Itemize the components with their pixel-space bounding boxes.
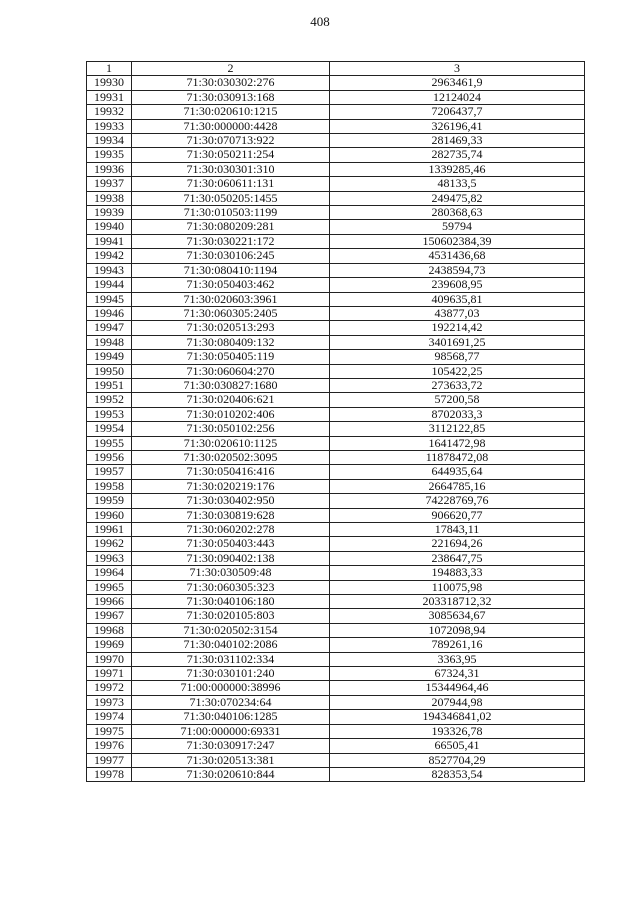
header-row <box>87 62 585 76</box>
table-row <box>87 753 585 767</box>
cadastral-number-cell: 71:30:020105:803 <box>132 609 330 623</box>
cadastral-number-cell: 71:30:060604:270 <box>132 364 330 378</box>
row-number-cell: 19944 <box>87 278 132 292</box>
cadastral-number-cell: 71:30:050211:254 <box>132 148 330 162</box>
value-cell: 57200,58 <box>330 393 585 407</box>
table-row <box>87 234 585 248</box>
table-row <box>87 407 585 421</box>
row-number-cell: 19975 <box>87 724 132 738</box>
cadastral-number-cell: 71:30:060202:278 <box>132 523 330 537</box>
table-row <box>87 177 585 191</box>
cadastral-number-cell: 71:30:030106:245 <box>132 249 330 263</box>
row-number-cell: 19935 <box>87 148 132 162</box>
cadastral-number-cell: 71:30:020513:381 <box>132 753 330 767</box>
cadastral-number-cell: 71:30:030402:950 <box>132 494 330 508</box>
table-row <box>87 537 585 551</box>
cadastral-number-cell: 71:30:030819:628 <box>132 508 330 522</box>
row-number-cell: 19942 <box>87 249 132 263</box>
row-number-cell: 19974 <box>87 710 132 724</box>
cadastral-number-cell: 71:30:030302:276 <box>132 76 330 90</box>
cadastral-number-cell: 71:30:031102:334 <box>132 652 330 666</box>
row-number-cell: 19939 <box>87 206 132 220</box>
registry-table <box>86 61 585 782</box>
cadastral-number-cell: 71:00:000000:69331 <box>132 724 330 738</box>
row-number-cell: 19961 <box>87 523 132 537</box>
value-cell: 238647,75 <box>330 551 585 565</box>
table-row <box>87 162 585 176</box>
value-cell: 3363,95 <box>330 652 585 666</box>
table-row <box>87 148 585 162</box>
value-cell: 828353,54 <box>330 767 585 781</box>
value-cell: 789261,16 <box>330 638 585 652</box>
row-number-cell: 19973 <box>87 695 132 709</box>
row-number-cell: 19949 <box>87 350 132 364</box>
table-row <box>87 739 585 753</box>
value-cell: 105422,25 <box>330 364 585 378</box>
value-cell: 239608,95 <box>330 278 585 292</box>
row-number-cell: 19950 <box>87 364 132 378</box>
cadastral-number-cell: 71:30:020219:176 <box>132 479 330 493</box>
cadastral-number-cell: 71:30:090402:138 <box>132 551 330 565</box>
row-number-cell: 19946 <box>87 306 132 320</box>
row-number-cell: 19959 <box>87 494 132 508</box>
value-cell: 2438594,73 <box>330 263 585 277</box>
table-row <box>87 350 585 364</box>
table-row <box>87 263 585 277</box>
value-cell: 8702033,3 <box>330 407 585 421</box>
cadastral-number-cell: 71:30:050403:443 <box>132 537 330 551</box>
value-cell: 1339285,46 <box>330 162 585 176</box>
value-cell: 193326,78 <box>330 724 585 738</box>
row-number-cell: 19969 <box>87 638 132 652</box>
cadastral-number-cell: 71:30:040106:180 <box>132 595 330 609</box>
table-row <box>87 306 585 320</box>
cadastral-number-cell: 71:30:020610:844 <box>132 767 330 781</box>
cadastral-number-cell: 71:30:030221:172 <box>132 234 330 248</box>
table-row <box>87 681 585 695</box>
value-cell: 1072098,94 <box>330 623 585 637</box>
table-row <box>87 494 585 508</box>
table-row <box>87 249 585 263</box>
cadastral-number-cell: 71:30:080409:132 <box>132 335 330 349</box>
value-cell: 98568,77 <box>330 350 585 364</box>
cadastral-number-cell: 71:30:050102:256 <box>132 422 330 436</box>
cadastral-number-cell: 71:30:040106:1285 <box>132 710 330 724</box>
cadastral-number-cell: 71:30:030913:168 <box>132 90 330 104</box>
row-number-cell: 19952 <box>87 393 132 407</box>
value-cell: 280368,63 <box>330 206 585 220</box>
value-cell: 906620,77 <box>330 508 585 522</box>
cadastral-number-cell: 71:00:000000:38996 <box>132 681 330 695</box>
value-cell: 194346841,02 <box>330 710 585 724</box>
table-row <box>87 767 585 781</box>
table-row <box>87 479 585 493</box>
row-number-cell: 19934 <box>87 134 132 148</box>
table-row <box>87 551 585 565</box>
table-row <box>87 206 585 220</box>
cadastral-number-cell: 71:30:040102:2086 <box>132 638 330 652</box>
value-cell: 12124024 <box>330 90 585 104</box>
table-row <box>87 638 585 652</box>
row-number-cell: 19972 <box>87 681 132 695</box>
row-number-cell: 19960 <box>87 508 132 522</box>
value-cell: 409635,81 <box>330 292 585 306</box>
value-cell: 48133,5 <box>330 177 585 191</box>
cadastral-number-cell: 71:30:020603:3961 <box>132 292 330 306</box>
table-row <box>87 119 585 133</box>
cadastral-number-cell: 71:30:020610:1125 <box>132 436 330 450</box>
table-row <box>87 710 585 724</box>
table-row <box>87 566 585 580</box>
value-cell: 15344964,46 <box>330 681 585 695</box>
row-number-cell: 19968 <box>87 623 132 637</box>
value-cell: 4531436,68 <box>330 249 585 263</box>
value-cell: 8527704,29 <box>330 753 585 767</box>
page-number: 408 <box>310 14 330 29</box>
value-cell: 17843,11 <box>330 523 585 537</box>
value-cell: 194883,33 <box>330 566 585 580</box>
row-number-cell: 19956 <box>87 450 132 464</box>
table-row <box>87 278 585 292</box>
value-cell: 221694,26 <box>330 537 585 551</box>
row-number-cell: 19955 <box>87 436 132 450</box>
row-number-cell: 19943 <box>87 263 132 277</box>
cadastral-number-cell: 71:30:030509:48 <box>132 566 330 580</box>
row-number-cell: 19977 <box>87 753 132 767</box>
row-number-cell: 19963 <box>87 551 132 565</box>
cadastral-number-cell: 71:30:020502:3154 <box>132 623 330 637</box>
cadastral-number-cell: 71:30:010503:1199 <box>132 206 330 220</box>
value-cell: 11878472,08 <box>330 450 585 464</box>
cadastral-number-cell: 71:30:010202:406 <box>132 407 330 421</box>
table-row <box>87 335 585 349</box>
table-row <box>87 105 585 119</box>
table-row <box>87 321 585 335</box>
table-row <box>87 609 585 623</box>
table-body <box>87 76 585 782</box>
row-number-cell: 19964 <box>87 566 132 580</box>
row-number-cell: 19930 <box>87 76 132 90</box>
row-number-cell: 19978 <box>87 767 132 781</box>
value-cell: 150602384,39 <box>330 234 585 248</box>
value-cell: 273633,72 <box>330 378 585 392</box>
cadastral-number-cell: 71:30:030827:1680 <box>132 378 330 392</box>
table-row <box>87 134 585 148</box>
table-row <box>87 465 585 479</box>
cadastral-number-cell: 71:30:030101:240 <box>132 667 330 681</box>
value-cell: 207944,98 <box>330 695 585 709</box>
value-cell: 3085634,67 <box>330 609 585 623</box>
table-row <box>87 724 585 738</box>
cadastral-number-cell: 71:30:070234:64 <box>132 695 330 709</box>
table-row <box>87 378 585 392</box>
row-number-cell: 19954 <box>87 422 132 436</box>
column-header-number: 1 <box>87 62 132 76</box>
table-header <box>87 62 585 76</box>
value-cell: 7206437,7 <box>330 105 585 119</box>
value-cell: 203318712,32 <box>330 595 585 609</box>
row-number-cell: 19957 <box>87 465 132 479</box>
value-cell: 282735,74 <box>330 148 585 162</box>
value-cell: 110075,98 <box>330 580 585 594</box>
value-cell: 2664785,16 <box>330 479 585 493</box>
table-row <box>87 76 585 90</box>
row-number-cell: 19936 <box>87 162 132 176</box>
value-cell: 644935,64 <box>330 465 585 479</box>
value-cell: 1641472,98 <box>330 436 585 450</box>
value-cell: 3401691,25 <box>330 335 585 349</box>
value-cell: 2963461,9 <box>330 76 585 90</box>
cadastral-number-cell: 71:30:000000:4428 <box>132 119 330 133</box>
table-row <box>87 220 585 234</box>
value-cell: 59794 <box>330 220 585 234</box>
table-row <box>87 508 585 522</box>
cadastral-number-cell: 71:30:020406:621 <box>132 393 330 407</box>
cadastral-number-cell: 71:30:060611:131 <box>132 177 330 191</box>
table-row <box>87 393 585 407</box>
row-number-cell: 19933 <box>87 119 132 133</box>
value-cell: 66505,41 <box>330 739 585 753</box>
row-number-cell: 19971 <box>87 667 132 681</box>
table-row <box>87 436 585 450</box>
row-number-cell: 19945 <box>87 292 132 306</box>
table-row <box>87 667 585 681</box>
cadastral-number-cell: 71:30:020513:293 <box>132 321 330 335</box>
row-number-cell: 19976 <box>87 739 132 753</box>
cadastral-number-cell: 71:30:070713:922 <box>132 134 330 148</box>
row-number-cell: 19958 <box>87 479 132 493</box>
row-number-cell: 19951 <box>87 378 132 392</box>
cadastral-number-cell: 71:30:050403:462 <box>132 278 330 292</box>
table-row <box>87 623 585 637</box>
table-row <box>87 652 585 666</box>
value-cell: 249475,82 <box>330 191 585 205</box>
table-row <box>87 422 585 436</box>
cadastral-number-cell: 71:30:060305:323 <box>132 580 330 594</box>
row-number-cell: 19938 <box>87 191 132 205</box>
cadastral-number-cell: 71:30:080410:1194 <box>132 263 330 277</box>
cadastral-number-cell: 71:30:080209:281 <box>132 220 330 234</box>
value-cell: 43877,03 <box>330 306 585 320</box>
cadastral-number-cell: 71:30:030301:310 <box>132 162 330 176</box>
column-header-cadastral-number: 2 <box>132 62 330 76</box>
row-number-cell: 19962 <box>87 537 132 551</box>
table-row <box>87 695 585 709</box>
row-number-cell: 19941 <box>87 234 132 248</box>
cadastral-number-cell: 71:30:050416:416 <box>132 465 330 479</box>
cadastral-number-cell: 71:30:050205:1455 <box>132 191 330 205</box>
row-number-cell: 19967 <box>87 609 132 623</box>
cadastral-number-cell: 71:30:060305:2405 <box>132 306 330 320</box>
row-number-cell: 19948 <box>87 335 132 349</box>
table-row <box>87 595 585 609</box>
row-number-cell: 19966 <box>87 595 132 609</box>
cadastral-number-cell: 71:30:020610:1215 <box>132 105 330 119</box>
row-number-cell: 19970 <box>87 652 132 666</box>
value-cell: 67324,31 <box>330 667 585 681</box>
row-number-cell: 19940 <box>87 220 132 234</box>
row-number-cell: 19953 <box>87 407 132 421</box>
value-cell: 281469,33 <box>330 134 585 148</box>
table-row <box>87 191 585 205</box>
cadastral-number-cell: 71:30:030917:247 <box>132 739 330 753</box>
value-cell: 192214,42 <box>330 321 585 335</box>
table-row <box>87 523 585 537</box>
table-row <box>87 364 585 378</box>
value-cell: 326196,41 <box>330 119 585 133</box>
row-number-cell: 19932 <box>87 105 132 119</box>
value-cell: 74228769,76 <box>330 494 585 508</box>
table-row <box>87 450 585 464</box>
table-row <box>87 292 585 306</box>
cadastral-number-cell: 71:30:020502:3095 <box>132 450 330 464</box>
table-row <box>87 90 585 104</box>
row-number-cell: 19965 <box>87 580 132 594</box>
cadastral-number-cell: 71:30:050405:119 <box>132 350 330 364</box>
row-number-cell: 19931 <box>87 90 132 104</box>
column-header-value: 3 <box>330 62 585 76</box>
row-number-cell: 19937 <box>87 177 132 191</box>
table-row <box>87 580 585 594</box>
value-cell: 3112122,85 <box>330 422 585 436</box>
row-number-cell: 19947 <box>87 321 132 335</box>
